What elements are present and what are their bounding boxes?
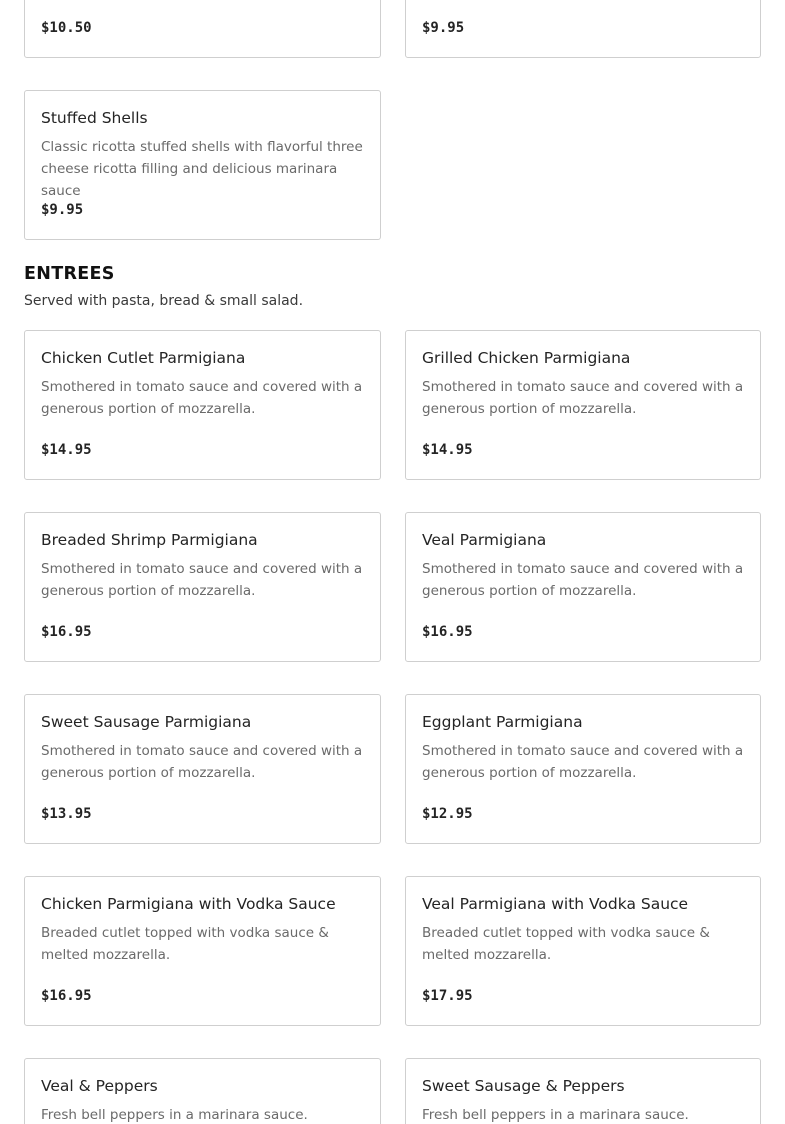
menu-item-card[interactable] [24, 1058, 381, 1124]
menu-item-name: Chicken Parmigiana with Vodka Sauce [41, 895, 336, 913]
menu-item-name: Sweet Sausage Parmigiana [41, 713, 252, 731]
menu-item-name: Sweet Sausage & Peppers [422, 1077, 625, 1095]
menu-item-card[interactable] [24, 694, 381, 844]
menu-item-price: $13.95 [41, 806, 92, 822]
menu-item-card[interactable] [405, 694, 761, 844]
menu-item-card[interactable] [405, 876, 761, 1026]
menu-item-card[interactable] [24, 512, 381, 662]
menu-item-description: Breaded cutlet topped with vodka sauce & melted mozzarella. [422, 925, 710, 963]
menu-item-card[interactable] [405, 330, 761, 480]
menu-item-card[interactable] [24, 330, 381, 480]
menu-item-price: $14.95 [41, 442, 92, 458]
menu-item-description: Smothered in tomato sauce and covered with a generous portion of mozzarella. [41, 379, 363, 417]
menu-item-description: Smothered in tomato sauce and covered with a generous portion of mozzarella. [422, 561, 744, 599]
menu-item-name: Chicken Cutlet Parmigiana [41, 349, 246, 367]
menu-item-price: $12.95 [422, 806, 473, 822]
menu-item-description: Fresh bell peppers in a marinara sauce. [422, 1107, 689, 1123]
menu-item-description: Smothered in tomato sauce and covered with a generous portion of mozzarella. [422, 743, 744, 781]
menu-item-price: $16.95 [41, 624, 92, 640]
menu-item-name: Veal Parmigiana with Vodka Sauce [422, 895, 689, 913]
menu-item-price: $9.95 [41, 202, 84, 218]
menu-item-description: Smothered in tomato sauce and covered with a generous portion of mozzarella. [422, 379, 744, 417]
menu-item-description: Smothered in tomato sauce and covered with a generous portion of mozzarella. [41, 743, 363, 781]
menu-item-card[interactable] [405, 0, 761, 58]
menu-item-name: Eggplant Parmigiana [422, 713, 583, 731]
menu-item-name: Breaded Shrimp Parmigiana [41, 531, 258, 549]
menu-item-description: Breaded cutlet topped with vodka sauce & melted mozzarella. [41, 925, 329, 963]
menu-item-name: Grilled Chicken Parmigiana [422, 349, 631, 367]
menu-item-card[interactable] [24, 90, 381, 240]
menu-item-card[interactable] [24, 876, 381, 1026]
menu-item-card[interactable] [24, 0, 381, 58]
menu-item-description: Fresh bell peppers in a marinara sauce. [41, 1107, 308, 1123]
menu-item-description: Classic ricotta stuffed shells with flavorful three cheese ricotta filling and delicious marinara sauce [41, 139, 363, 199]
menu-item-price: $16.95 [422, 624, 473, 640]
menu-item-name: Veal Parmigiana [422, 531, 547, 549]
section-subtitle: Served with pasta, bread & small salad. [24, 293, 304, 309]
menu-item-price: $14.95 [422, 442, 473, 458]
menu-item-price: $16.95 [41, 988, 92, 1004]
menu-item-price: $17.95 [422, 988, 473, 1004]
menu-item-name: Veal & Peppers [41, 1077, 158, 1095]
menu-item-card[interactable] [405, 1058, 761, 1124]
menu-item-price: $9.95 [422, 20, 465, 36]
menu-item-price: $10.50 [41, 20, 92, 36]
menu-item-description: Smothered in tomato sauce and covered with a generous portion of mozzarella. [41, 561, 363, 599]
menu-item-card[interactable] [405, 512, 761, 662]
menu-item-name: Stuffed Shells [41, 109, 148, 127]
section-title: ENTREES [24, 264, 115, 284]
